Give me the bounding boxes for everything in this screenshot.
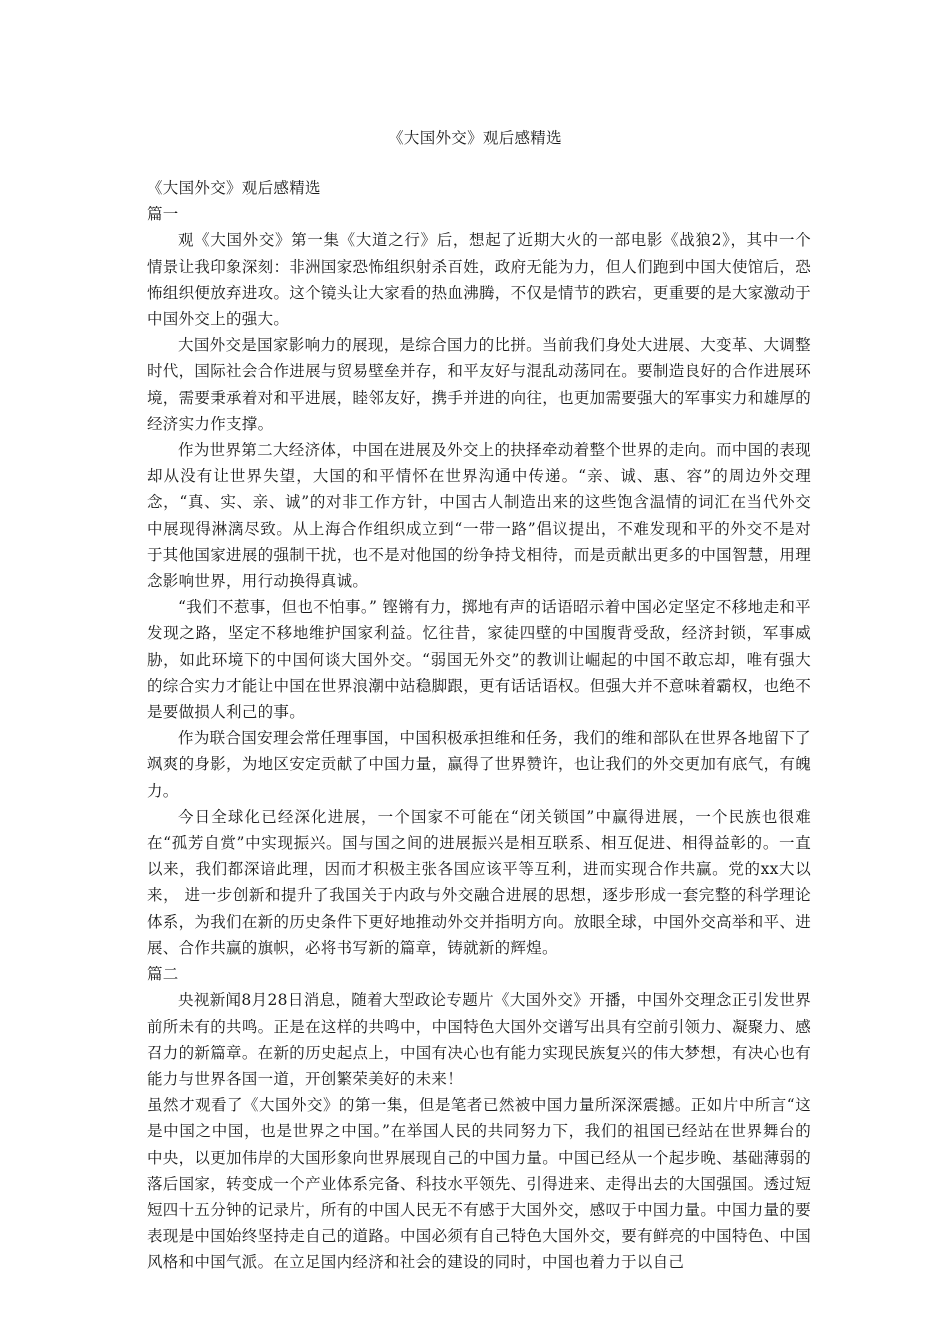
paragraph-1-3: 作为世界第二大经济体，中国在进展及外交上的抉择牵动着整个世界的走向。而中国的表现却从没有让世界失望，大国的和平情怀在世界沟通中传递。“亲、诚、惠、容”的周边外交理念，“真、实、亲、诚”的对非工作方针，中国古人制造出来的这些饱含温情的词汇在当代外交中展现得淋漓尽致。从上海合作组织成立到“一带一路”倡议提出，不难发现和平的外交不是对于其他国家进展的强制干扰，也不是对他国的纷争持戈相待，而是贡献出更多的中国智慧，用理念影响世界，用行动换得真诚。 [147,441,811,591]
paragraph-1-5: 作为联合国安理会常任理事国，中国积极承担维和任务，我们的维和部队在世界各地留下了飒爽的身影，为地区安定贡献了中国力量，赢得了世界赞许，也让我们的外交更加有底气，有魄力。 [147,729,811,800]
section-heading-1: 篇一 [147,205,179,224]
document-title: 《大国外交》观后感精选 [388,129,562,147]
paragraph-1-4: “我们不惹事，但也不怕事。” 铿锵有力，掷地有声的话语昭示着中国必定坚定不移地走和平发现之路，坚定不移地维护国家利益。忆往昔，家徒四壁的中国腹背受敌，经济封锁，军事威胁，如此环境下的中国何谈大国外交。“弱国无外交”的教训让崛起的中国不敢忘却，唯有强大的综合实力才能让中国在世界浪潮中站稳脚跟，更有话话语权。但强大并不意味着霸权，也绝不是要做损人利己的事。 [147,598,811,722]
paragraph-1-6: 今日全球化已经深化进展，一个国家不可能在“闭关锁国”中赢得进展，一个民族也很难在“孤芳自赏”中实现振兴。国与国之间的进展振兴是相互联系、相互促进、相得益彰的。一直以来，我们都深谙此理，因而才积极主张各国应该平等互利，进而实现合作共赢。党的xx大以来， 进一步创新和提升了我国关于内政与外交融合进展的思想，逐步形成一套完整的科学理论体系，为我们在新的历史条件下更好地推动外交并指明方向。放眼全球，中国外交高举和平、进展、合作共赢的旗帜，必将书写新的篇章，铸就新的辉煌。 [147,807,811,957]
document-body [147,175,811,1276]
paragraph-1-2: 大国外交是国家影响力的展现，是综合国力的比拼。当前我们身处大进展、大变革、大调整时代，国际社会合作进展与贸易壁垒并存，和平友好与混乱动荡同在。要制造良好的合作进展环境，需要秉承着对和平进展，睦邻友好，携手并进的向往，也更加需要强大的军事实力和雄厚的经济实力作支撑。 [147,336,811,433]
paragraph-2-1: 央视新闻8月28日消息，随着大型政论专题片《大国外交》开播，中国外交理念正引发世界前所未有的共鸣。正是在这样的共鸣中，中国特色大国外交谱写出具有空前引领力、凝聚力、感召力的新篇章。在新的历史起点上，中国有决心也有能力实现民族复兴的伟大梦想，有决心也有能力与世界各国一道，开创繁荣美好的未来！ [147,991,811,1088]
paragraph-2-2: 虽然才观看了《大国外交》的第一集，但是笔者已然被中国力量所深深震撼。正如片中所言“这是中国之中国，也是世界之中国。”在举国人民的共同努力下，我们的祖国已经站在世界舞台的中央，以更加伟岸的大国形象向世界展现自己的中国力量。中国已经从一个起步晚、基础薄弱的落后国家，转变成一个产业体系完备、科技水平领先、引得进来、走得出去的大国强国。透过短短四十五分钟的记录片，所有的中国人民无不有感于大国外交，感叹于中国力量。中国力量的要表现是中国始终坚持走自己的道路。中国必须有自己特色大国外交，要有鲜亮的中国特色、中国风格和中国气派。在立足国内经济和社会的建设的同时，中国也着力于以自己 [147,1096,811,1272]
paragraph-1-1: 观《大国外交》第一集《大道之行》后，想起了近期大火的一部电影《战狼2》，其中一个情景让我印象深刻：非洲国家恐怖组织射杀百姓，政府无能为力，但人们跑到中国大使馆后，恐怖组织便放弃进攻。这个镜头让大家看的热血沸腾，不仅是情节的跌宕，更重要的是大家激动于中国外交上的强大。 [147,231,811,329]
section-heading-2: 篇二 [147,965,179,984]
document-subtitle: 《大国外交》观后感精选 [147,179,321,197]
